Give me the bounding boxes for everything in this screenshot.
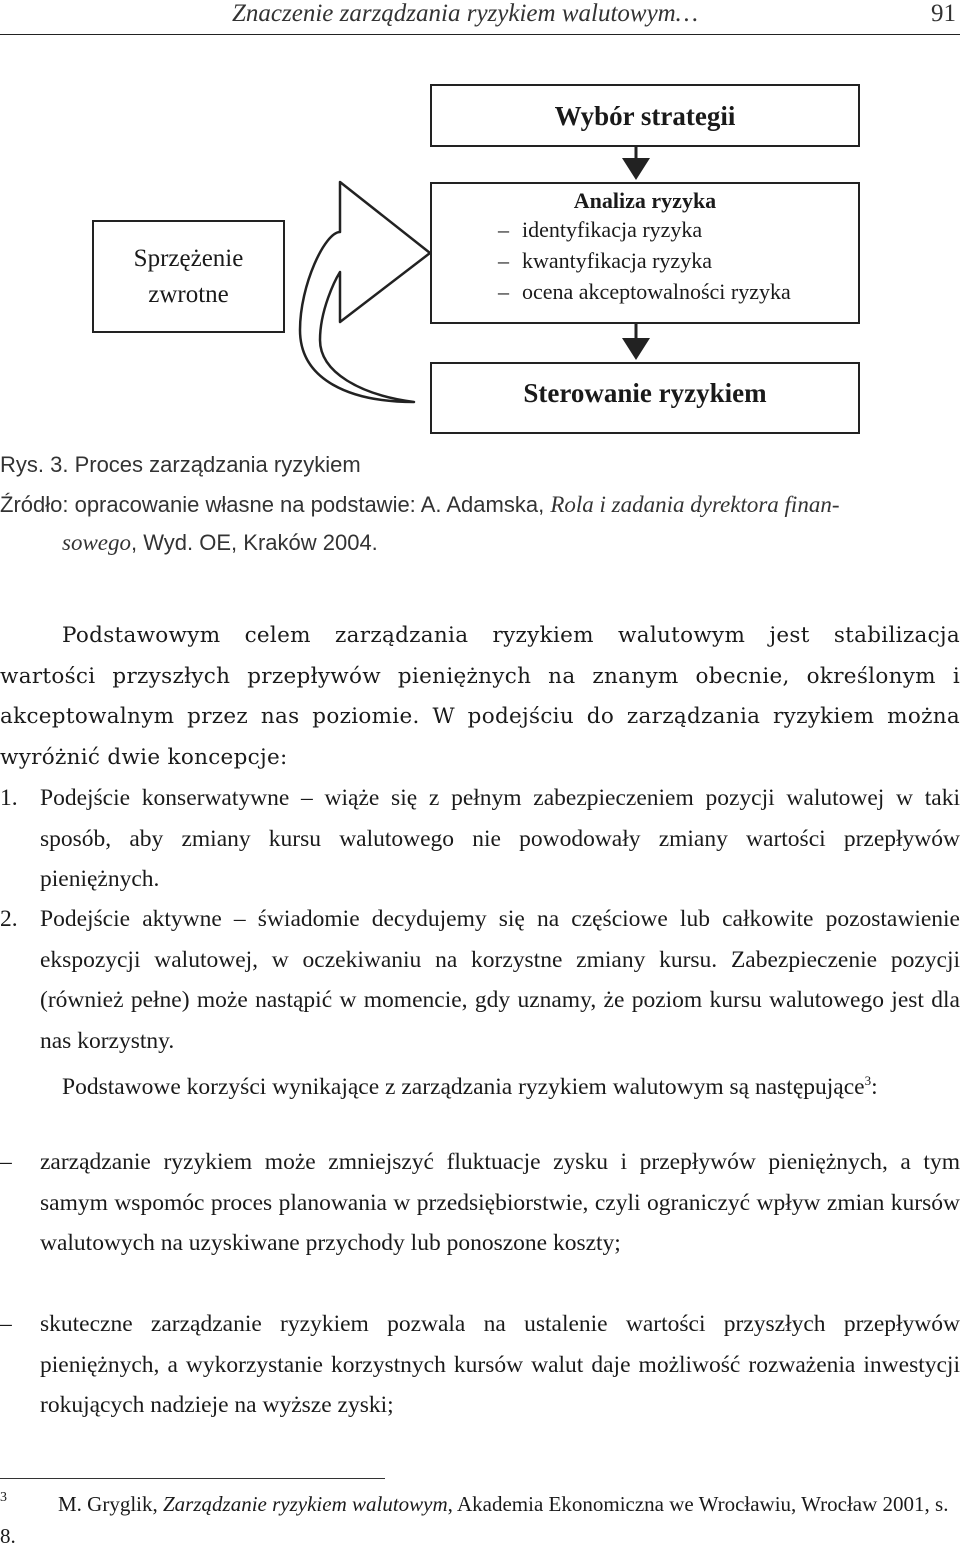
strategy-label: Wybór strategii <box>554 101 736 131</box>
bullet-text: skuteczne zarządzanie ryzykiem pozwala na ustalenie wartości przyszłych przepływów pieniężnych, a wykorzystanie korzystnych kursów walut daje możliwość rozważenia inwestycji rokujących nadzieje na wyższe zyski; <box>40 1311 960 1418</box>
concept-item-2 <box>0 899 960 1061</box>
figure-source-cont: sowego, Wyd. OE, Kraków 2004. <box>62 530 378 555</box>
analysis-title: Analiza ryzyka <box>573 188 717 213</box>
strategy-box <box>430 84 860 147</box>
figure-caption: Rys. 3. Proces zarządzania ryzykiem <box>0 452 361 477</box>
page-number: 91 <box>931 0 956 27</box>
item-text: Podejście aktywne – świadomie decydujemy się na częściowe lub całkowite pozostawienie ekspozycji walutowej, w oczekiwaniu na korzystne zmiany kursu. Zabezpieczenie pozycji (również pełne) może nastąpić w momencie, gdy uznamy, że poziom kursu walutowego jest dla nas korzystny. <box>40 906 960 1054</box>
control-label: Sterowanie ryzykiem <box>523 378 767 408</box>
item-number: 2. <box>0 906 18 932</box>
feedback-box <box>92 220 285 333</box>
figure-source: Źródło: opracowanie własne na podstawie: A. Adamska, Rola i zadania dyrektora finan- <box>0 492 840 517</box>
item-number: 1. <box>0 785 18 811</box>
intro-paragraph: Podstawowym celem zarządzania ryzykiem walutowym jest stabilizacja wartości przyszłych przepływów pieniężnych na znanym obecnie, określonym i akceptowalnym przez nas poziomie. W podejściu do zarządzania ryzykiem można wyróżnić dwie koncepcje: <box>0 623 960 770</box>
footnote-mark: 3 <box>0 1490 7 1505</box>
control-box <box>430 362 860 434</box>
down-arrow-2 <box>622 338 650 360</box>
bullet-dash: – <box>0 1149 12 1175</box>
running-header-title: Znaczenie zarządzania ryzykiem walutowym… <box>232 0 698 27</box>
analysis-item: – ocena akceptowalności ryzyka <box>498 279 791 304</box>
bullet-text: zarządzanie ryzykiem może zmniejszyć fluktuacje zysku i przepływów pieniężnych, a tym samym wspomóc proces planowania w przedsiębiorstwie, czyli ograniczyć wpływ zmian kursów walutowych na uzyskiwane przychody lub ponoszone koszty; <box>40 1149 960 1256</box>
concept-item-1 <box>0 778 960 900</box>
bullet-dash: – <box>0 1311 12 1337</box>
feedback-label: Sprzężenie zwrotne <box>133 245 244 308</box>
analysis-item: – kwantyfikacja ryzyka <box>498 248 712 273</box>
analysis-list <box>432 214 858 307</box>
down-arrow-1 <box>622 158 650 180</box>
item-text: Podejście konserwatywne – wiąże się z pełnym zabezpieczeniem pozycji walutowej w taki sposób, aby zmiany kursu walutowego nie powodowały zmiany wartości przepływów pieniężnych. <box>40 785 960 892</box>
footnote-rule <box>0 1478 385 1479</box>
benefits-intro: Podstawowe korzyści wynikające z zarządzania ryzykiem walutowym są następujące$^3$: <box>62 1073 878 1100</box>
analysis-item: – identyfikacja ryzyka <box>498 217 703 242</box>
benefit-bullet-1 <box>0 1142 960 1264</box>
analysis-box <box>430 182 860 324</box>
benefit-bullet-2 <box>0 1304 960 1426</box>
footnote <box>0 1488 960 1552</box>
feedback-curved-arrow <box>300 182 430 402</box>
footnote-text: M. Gryglik, Zarządzanie ryzykiem walutowym, Akademia Ekonomiczna we Wrocławiu, Wrocław 2001, s. 8. <box>0 1492 949 1548</box>
